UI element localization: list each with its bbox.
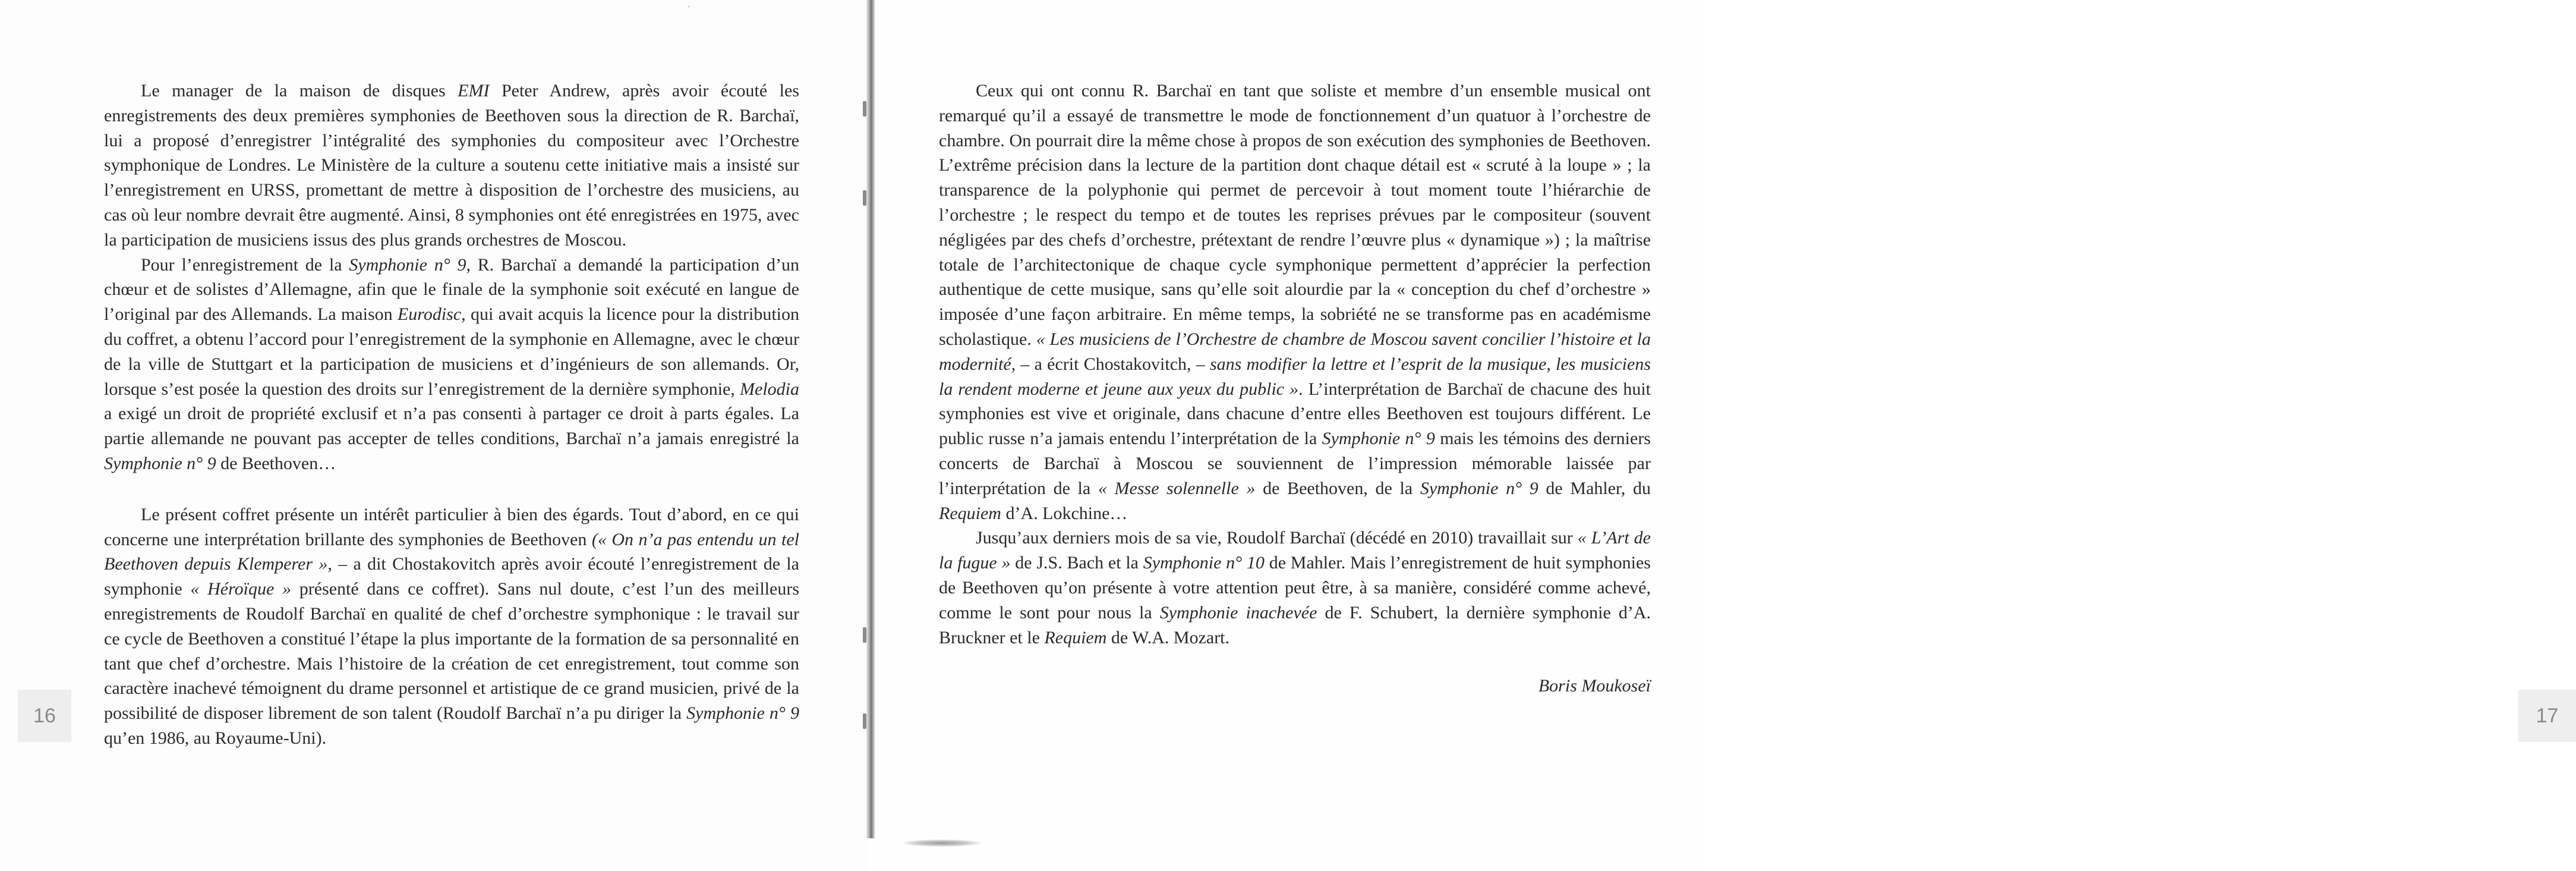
paragraph: Jusqu’aux derniers mois de sa vie, Roudolf Barchaï (décédé en 2010) travaillait sur « L’Art de la fugue » de J.S. Bach et la Symphonie n° 10 de Mahler. Mais l’enregistrement de huit symphonies de Beethoven qu’on présente à votre attention peut être, à sa manière, considéré comme achevé, comme le sont pour nous la Symphonie inachevée de F. Schubert, la dernière symphonie d’A. Bruckner et le Requiem de W.A. Mozart. [939,528,1651,647]
left-page-text [104,78,799,751]
binding-staple [863,713,866,729]
left-page [0,0,868,871]
italic-text: « Héroïque » [190,579,291,599]
right-page-text [939,78,1651,699]
paragraph: Pour l’enregistrement de la Symphonie n° 9, R. Barchaï a demandé la participation d’un chœur et de solistes d’Allemagne, afin que le finale de la symphonie soit exécuté en langue de l’original par des Allemands. La maison Eurodisc, qui avait acquis la licence pour la distribution du coffret, a obtenu l’accord pour l’enregistrement de la symphonie en Allemagne, avec le chœur de la ville de Stuttgart et la participation de musiciens et d’ingénieurs de son allemands. Or, lorsque s’est posée la question des droits sur l’enregistrement de la dernière symphonie, Melodia a exigé un droit de propriété exclusif et n’a pas consenti à partager ce droit à parts égales. La partie allemande ne pouvant pas accepter de telles conditions, Barchaï n’a jamais enregistré la Symphonie n° 9 de Beethoven… [104,254,799,473]
italic-text: « Messe solennelle » [1098,478,1256,498]
italic-text: Symphonie n° 9 [349,254,466,275]
binding-staple [863,627,866,643]
binding-shadow [903,839,980,847]
italic-text: EMI [458,81,490,100]
italic-text: Requiem [1044,627,1107,647]
paper-speck [688,6,689,7]
italic-text: Symphonie n° 9 [104,453,216,473]
page-number: 16 [18,690,71,742]
italic-text: Requiem [939,503,1001,523]
book-gutter [866,0,875,838]
italic-text: Symphonie inachevée [1159,602,1317,622]
paragraph: Le manager de la maison de disques EMI Peter Andrew, après avoir écouté les enregistrements des deux premières symphonies de Beethoven sous la direction de R. Barchaï, lui a proposé d’enregistrer l’intégralité des symphonies du compositeur avec l’Orchestre symphonique de Londres. Le Ministère de la culture a soutenu cette initiative mais a insisté sur l’enregistrement en URSS, promettant de mettre à disposition de l’orchestre des musiciens, au cas où leur nombre devrait être augmenté. Ainsi, 8 symphonies ont été enregistrées en 1975, avec la participation de musiciens issus des plus grands orchestres de Moscou. [104,81,800,250]
italic-text: Melodia [740,379,799,399]
paragraph: Le présent coffret présente un intérêt particulier à bien des égards. Tout d’abord, en ce qui concerne une interprétation brillante des symphonies de Beethoven (« On n’a pas entendu un tel Beethoven depuis Klemperer », – a dit Chostakovitch après avoir écouté l’enregistrement de la symphonie « Héroïque » présenté dans ce coffret). Sans nul doute, c’est l’un des meilleurs enregistrements de Roudolf Barchaï en qualité de chef d’orchestre symphonique : le travail sur ce cycle de Beethoven a constitué l’étape la plus importante de la formation de sa personnalité en tant que chef d’orchestre. Mais l’histoire de la création de cet enregistrement, tout comme son caractère inachevé témoignent du drame personnel et artistique de ce grand musicien, privé de la possibilité de disposer librement de son talent (Roudolf Barchaï n’a pu diriger la Symphonie n° 9 qu’en 1986, au Royaume-Uni). [104,504,799,748]
binding-staple [863,190,866,206]
italic-text: Symphonie n° 9 [1420,478,1538,498]
italic-text: (« On n’a pas entendu un tel Beethoven depuis Klemperer », – [104,529,799,574]
author-signature: Boris Moukoseï [1538,676,1651,696]
italic-text: Eurodisc, [397,304,466,325]
paragraph: Ceux qui ont connu R. Barchaï en tant que soliste et membre d’un ensemble musical ont remarqué qu’il a essayé de transmettre le mode de fonctionnement d’un quatuor à l’orchestre de chambre. On pourrait dire la même chose à propos de son exécution des symphonies de Beethoven. L’extrême précision dans la lecture de la partition dont chaque détail est « scruté à la loupe » ; la transparence de la polyphonie qui permet de percevoir à tout moment toute l’hiérarchie de l’orchestre ; le respect du tempo et de toutes les reprises prévues par le compositeur (souvent négligées par des chefs d’orchestre, prétextant de rendre l’œuvre plus « dynamique ») ; la maîtrise totale de l’architectonique de chaque cycle symphonique permettent d’apprécier la perfection authentique de cette musique, sans qu’elle soit alourdie par la « conception du chef d’orchestre » imposée d’une façon arbitraire. En même temps, la sobriété ne se transforme pas en académisme scholastique. « Les musiciens de l’Orchestre de chambre de Moscou savent concilier l’histoire et la modernité, – a écrit Chostakovitch, – sans modifier la lettre et l’esprit de la musique, les musiciens la rendent moderne et jeune aux yeux du public ». L’interprétation de Barchaï de chacune des huit symphonies est vive et originale, dans chacune d’entre elles Beethoven est toujours différent. Le public russe n’a jamais entendu l’interprétation de la Symphonie n° 9 mais les témoins des derniers concerts de Barchaï à Moscou se souviennent de l’impression mémorable laissée par l’interprétation de la « Messe solennelle » de Beethoven, de la Symphonie n° 9 de Mahler, du Requiem d’A. Lokchine… [939,81,1651,523]
italic-text: Symphonie n° 9 [686,703,799,724]
italic-text: Symphonie n° 10 [1143,553,1265,573]
italic-text: « Les musiciens de l’Orchestre de chambre de Moscou savent concilier l’histoire et la modernité, [939,329,1651,374]
right-page [874,0,2559,871]
italic-text: sans modifier la lettre et l’esprit de la musique, les musiciens la rendent moderne et jeune aux yeux du public » [939,354,1651,399]
italic-text: Symphonie n° 9 [1322,429,1435,449]
binding-staple [863,101,866,117]
italic-text: « L’Art de la fugue » [939,528,1651,573]
page-number: 17 [2518,690,2576,742]
